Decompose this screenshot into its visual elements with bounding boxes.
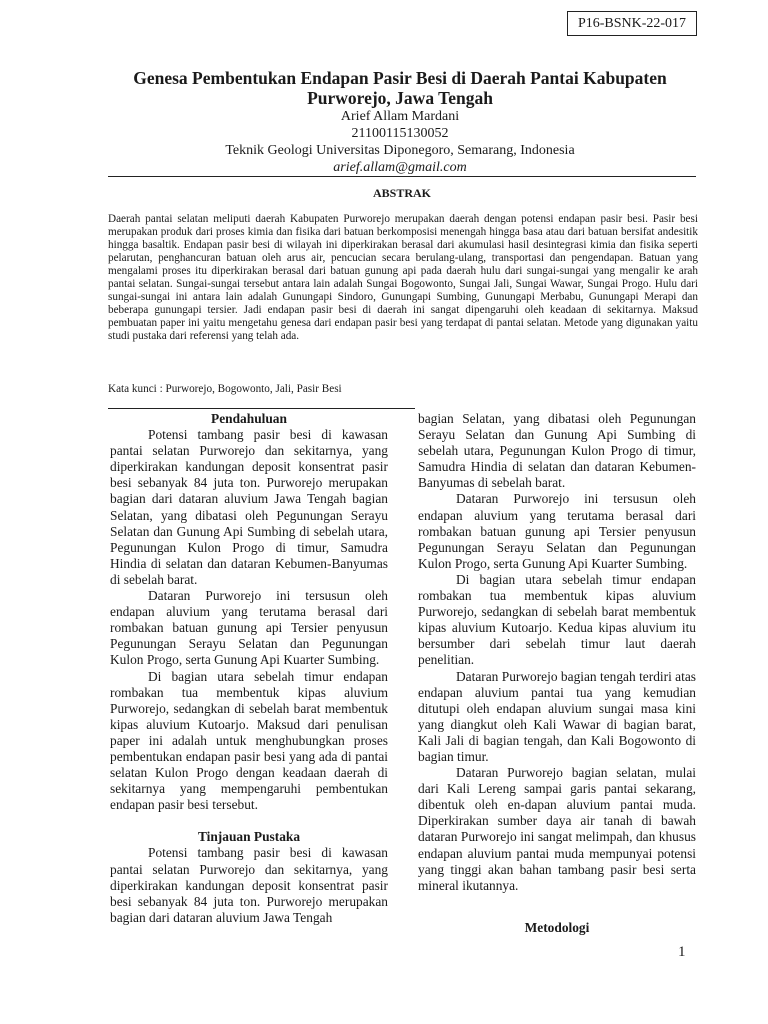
paragraph: Dataran Purworejo bagian tengah terdiri atas endapan aluvium pantai tua yang kemudian ditutupi oleh endapan aluvium sungai masa kini yang diangkut oleh Kali Wawar di bagian barat, Kali Jali di bagian tengah, dan Kali Bogowonto di bagian timur. bbox=[418, 668, 696, 764]
abstract-text: Daerah pantai selatan meliputi daerah Kabupaten Purworejo merupakan daerah dengan potensi endapan pasir besi. Pasir besi merupakan produk dari proses kimia dan fisika dari batuan berkomposisi menengah hingga basa atau dari batuan bersifat andesitik hingga basaltik. Endapan pasir besi di wilayah ini diperkirakan berasal dari akumulasi hasil desintegrasi kimia dan fisika seperti pelarutan, penghancuran batuan oleh arus air, pencucian secara berulang-ulang, transportasi dan pengendapan. Batuan yang mengalami proses itu diperkirakan berasal dari batuan gunung api pada daerah hulu dari sungai-sungai yang mengalir ke arah pantai selatan. Sungai-sungai tersebut antara lain adalah Sungai Bogowonto, Sungai Jali, Sungai Wawar, Sungai Progo. Hulu dari sungai-sungai ini antara lain adalah Gunungapi Sindoro, Gunungapi Sumbing, Gunungapi Merbabu, Gunungapi Merapi dan beberapa gunungapi tersier. Jadi endapan pasir besi di daerah ini sangat dipengaruhi oleh keadaan di sekitarnya. Maksud pembuatan paper ini yaitu mengetahu genesa dari endapan pasir besi yang terdapat di pantai selatan. Metode yang digunakan yaitu studi pustaka dari referensi yang telah ada. bbox=[108, 213, 698, 342]
heading-pendahuluan: Pendahuluan bbox=[211, 411, 287, 426]
left-column bbox=[110, 411, 388, 926]
paper-title: Genesa Pembentukan Endapan Pasir Besi di Daerah Pantai Kabupaten Purworejo, Jawa Tengah bbox=[133, 68, 667, 108]
paragraph: Dataran Purworejo bagian selatan, mulai dari Kali Lereng sampai garis pantai sekarang, dibentuk oleh en-dapan aluvium pantai muda. Diperkirakan sumber daya air tanah di bawah dataran Purworejo ini sangat melimpah, dan khusus endapan aluvium pantai muda mempunyai potensi yang tinggi akan bahan tambang pasir besi serta mineral ikutannya. bbox=[418, 765, 696, 893]
author-email: arief.allam@gmail.com bbox=[333, 160, 467, 175]
paragraph: Dataran Purworejo ini tersusun oleh endapan aluvium yang terutama berasal dari rombakan batuan gunung api Tersier penyusun Pegunungan Serayu Selatan dan Pegunungan Kulon Progo, serta Gunung Api Kuarter Sumbing. bbox=[110, 588, 388, 668]
paragraph: Di bagian utara sebelah timur endapan rombakan tua membentuk kipas aluvium Purworejo, sedangkan di sebelah barat membentuk kipas aluvium Kutoarjo. Maksud dari penulisan paper ini adalah untuk menghubungkan proses pembentukan endapan pasir besi yang ada di pantai selatan Kulon Progo dengan keadaan daerah di sekitarnya yang mempengaruhi pembentukan endapan pasir besi tersebut. bbox=[110, 668, 388, 813]
header-divider bbox=[108, 176, 696, 177]
author-block bbox=[100, 108, 700, 176]
author-affiliation: Teknik Geologi Universitas Diponegoro, Semarang, Indonesia bbox=[225, 143, 575, 158]
paper-code-box: P16-BSNK-22-017 bbox=[567, 11, 697, 36]
heading-metodologi: Metodologi bbox=[524, 919, 590, 935]
keywords: Kata kunci : Purworejo, Bogowonto, Jali, Pasir Besi bbox=[108, 383, 342, 395]
paragraph: bagian Selatan, yang dibatasi oleh Pegunungan Serayu Selatan dan Gunung Api Sumbing di sebelah utara, Pegunungan Kulon Progo di timur, Samudra Hindia di selatan dan dataran Kebumen-Banyumas di sebelah barat. bbox=[418, 411, 696, 491]
section-divider bbox=[108, 408, 415, 409]
paragraph: Potensi tambang pasir besi di kawasan pantai selatan Purworejo dan sekitarnya, yang diperkirakan kandungan deposit konsentrat pasir besi sebanyak 84 juta ton. Purworejo merupakan bagian dari dataran aluvium Jawa Tengah bagian Selatan, yang dibatasi oleh Pegunungan Serayu Selatan dan Gunung Api Sumbing di sebelah utara, Pegunungan Kulon Progo di timur, Samudra Hindia di selatan dan dataran Kebumen-Banyumas di sebelah barat. bbox=[110, 427, 388, 587]
author-name: Arief Allam Mardani bbox=[340, 109, 460, 124]
author-nim: 21100115130052 bbox=[351, 126, 449, 141]
paragraph: Dataran Purworejo ini tersusun oleh endapan aluvium yang terutama berasal dari rombakan batuan gunung api Tersier penyusun Pegunungan Serayu Selatan dan Pegunungan Kulon Progo, serta Gunung Api Kuarter Sumbing. bbox=[418, 491, 696, 571]
paragraph: Potensi tambang pasir besi di kawasan pantai selatan Purworejo dan sekitarnya, yang diperkirakan kandungan deposit konsentrat pasir besi sebanyak 84 juta ton. Purworejo merupakan bagian dari dataran aluvium Jawa Tengah bbox=[110, 845, 388, 925]
heading-tinjauan-pustaka: Tinjauan Pustaka bbox=[197, 829, 301, 845]
page-number: 1 bbox=[678, 944, 686, 960]
right-column bbox=[418, 411, 696, 936]
paragraph: Di bagian utara sebelah timur endapan rombakan tua membentuk kipas aluvium Purworejo, sedangkan di sebelah barat membentuk kipas aluvium Kutoarjo. Kedua kipas aluvium itu bersumber dari sebelah timur laut daerah penelitian. bbox=[418, 571, 696, 668]
abstract-heading: ABSTRAK bbox=[372, 186, 431, 200]
